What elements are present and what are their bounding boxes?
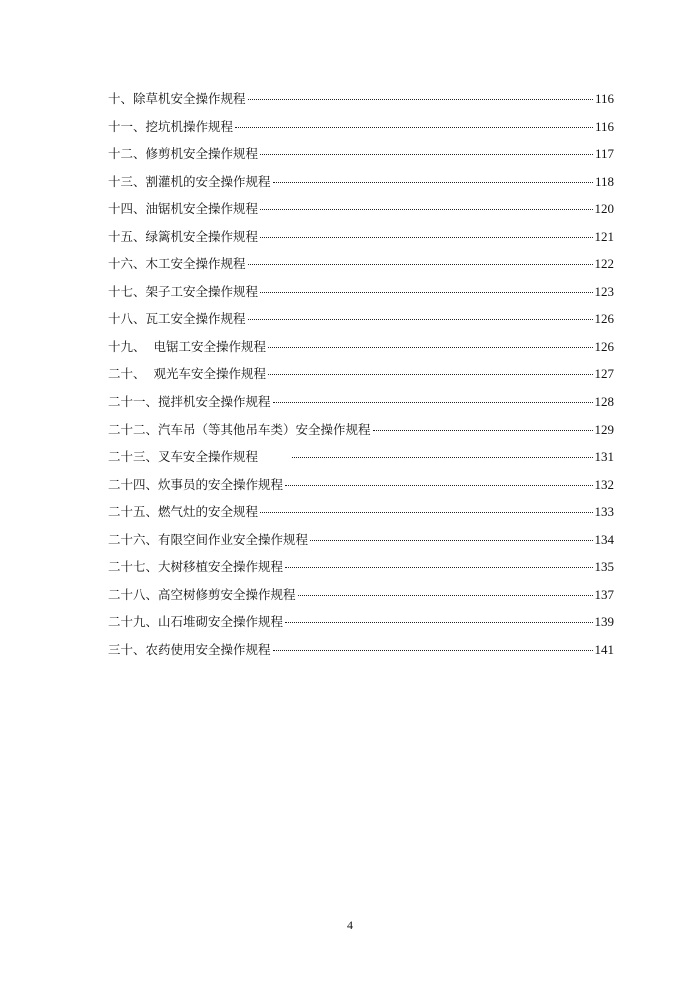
toc-entry-title: 二十、 观光车安全操作规程 bbox=[108, 366, 266, 382]
toc-entry[interactable] bbox=[108, 88, 614, 116]
toc-leader-dots bbox=[268, 374, 593, 375]
toc-entry-title: 二十一、搅拌机安全操作规程 bbox=[108, 394, 271, 410]
toc-entry-page: 118 bbox=[594, 173, 614, 189]
toc-entry-page: 133 bbox=[594, 504, 614, 520]
toc-entry[interactable] bbox=[108, 584, 614, 612]
toc-entry-page: 135 bbox=[594, 559, 614, 575]
toc-entry-page: 123 bbox=[594, 283, 614, 299]
toc-entry-page: 116 bbox=[594, 118, 614, 134]
toc-entry-page: 129 bbox=[594, 421, 614, 437]
toc-entry[interactable] bbox=[108, 419, 614, 447]
toc-entry[interactable] bbox=[108, 281, 614, 309]
toc-leader-dots bbox=[248, 319, 593, 320]
toc-entry-title: 十一、挖坑机操作规程 bbox=[108, 118, 234, 134]
toc-leader-dots bbox=[285, 485, 592, 486]
toc-leader-dots bbox=[310, 540, 592, 541]
toc-leader-dots bbox=[273, 650, 593, 651]
toc-leader-dots bbox=[373, 430, 593, 431]
toc-leader-dots bbox=[260, 512, 592, 513]
toc-entry-page: 126 bbox=[594, 311, 614, 327]
toc-leader-dots bbox=[285, 567, 592, 568]
toc-entry-title: 十四、油锯机安全操作规程 bbox=[108, 201, 259, 217]
toc-entry-page: 121 bbox=[594, 228, 614, 244]
toc-leader-dots bbox=[248, 264, 593, 265]
toc-entry-page: 126 bbox=[594, 338, 614, 354]
toc-leader-dots bbox=[298, 595, 593, 596]
toc-entry-page: 132 bbox=[594, 476, 614, 492]
toc-entry-title: 二十四、炊事员的安全操作规程 bbox=[108, 476, 284, 492]
toc-leader-dots bbox=[260, 209, 592, 210]
toc-entry-title: 三十、农药使用安全操作规程 bbox=[108, 641, 271, 657]
toc-entry[interactable] bbox=[108, 116, 614, 144]
toc-entry[interactable] bbox=[108, 446, 614, 474]
toc-entry-title: 十三、割灌机的安全操作规程 bbox=[108, 173, 271, 189]
toc-leader-dots bbox=[268, 347, 593, 348]
toc-entry[interactable] bbox=[108, 336, 614, 364]
toc-entry[interactable] bbox=[108, 171, 614, 199]
toc-entry[interactable] bbox=[108, 198, 614, 226]
toc-entry[interactable] bbox=[108, 474, 614, 502]
toc-entry[interactable] bbox=[108, 308, 614, 336]
toc-entry[interactable] bbox=[108, 226, 614, 254]
toc-leader-dots bbox=[285, 622, 592, 623]
toc-leader-dots bbox=[260, 292, 592, 293]
toc-entry-page: 128 bbox=[594, 394, 614, 410]
toc-entry-page: 127 bbox=[594, 366, 614, 382]
toc-entry-page: 120 bbox=[594, 201, 614, 217]
toc-entry-page: 137 bbox=[594, 586, 614, 602]
toc-entry-page: 139 bbox=[594, 614, 614, 630]
toc-entry-page: 122 bbox=[594, 256, 614, 272]
table-of-contents bbox=[108, 88, 614, 666]
toc-entry[interactable] bbox=[108, 143, 614, 171]
toc-leader-dots bbox=[248, 99, 593, 100]
toc-entry-title: 十七、架子工安全操作规程 bbox=[108, 283, 259, 299]
toc-entry-title: 二十九、山石堆砌安全操作规程 bbox=[108, 614, 284, 630]
toc-entry-title: 二十八、高空树修剪安全操作规程 bbox=[108, 586, 296, 602]
toc-leader-dots bbox=[235, 127, 593, 128]
toc-entry-page: 131 bbox=[594, 449, 614, 465]
toc-entry[interactable] bbox=[108, 363, 614, 391]
toc-leader-dots bbox=[273, 402, 593, 403]
toc-entry[interactable] bbox=[108, 253, 614, 281]
toc-entry-title: 十二、修剪机安全操作规程 bbox=[108, 146, 259, 162]
toc-entry-page: 117 bbox=[594, 146, 614, 162]
toc-entry-title: 十八、瓦工安全操作规程 bbox=[108, 311, 246, 327]
toc-leader-dots bbox=[273, 182, 593, 183]
toc-entry-title: 二十七、大树移植安全操作规程 bbox=[108, 559, 284, 575]
toc-leader-dots bbox=[260, 154, 593, 155]
toc-entry[interactable] bbox=[108, 639, 614, 667]
toc-entry[interactable] bbox=[108, 501, 614, 529]
toc-entry-title: 十五、绿篱机安全操作规程 bbox=[108, 228, 259, 244]
toc-entry-page: 134 bbox=[594, 531, 614, 547]
toc-entry-title: 二十三、叉车安全操作规程 bbox=[108, 449, 290, 465]
toc-entry[interactable] bbox=[108, 391, 614, 419]
toc-leader-dots bbox=[260, 237, 592, 238]
toc-entry-title: 二十二、汽车吊（等其他吊车类）安全操作规程 bbox=[108, 421, 371, 437]
toc-entry-title: 二十六、有限空间作业安全操作规程 bbox=[108, 531, 309, 547]
toc-entry-title: 二十五、燃气灶的安全规程 bbox=[108, 504, 259, 520]
toc-entry-page: 141 bbox=[594, 641, 614, 657]
toc-entry-page: 116 bbox=[594, 91, 614, 106]
page-number: 4 bbox=[347, 918, 353, 932]
toc-entry[interactable] bbox=[108, 529, 614, 557]
toc-leader-dots bbox=[292, 457, 593, 458]
toc-entry-title: 十九、 电锯工安全操作规程 bbox=[108, 338, 266, 354]
toc-entry[interactable] bbox=[108, 611, 614, 639]
toc-entry-title: 十、除草机安全操作规程 bbox=[108, 91, 246, 106]
toc-entry-title: 十六、木工安全操作规程 bbox=[108, 256, 246, 272]
toc-entry[interactable] bbox=[108, 556, 614, 584]
